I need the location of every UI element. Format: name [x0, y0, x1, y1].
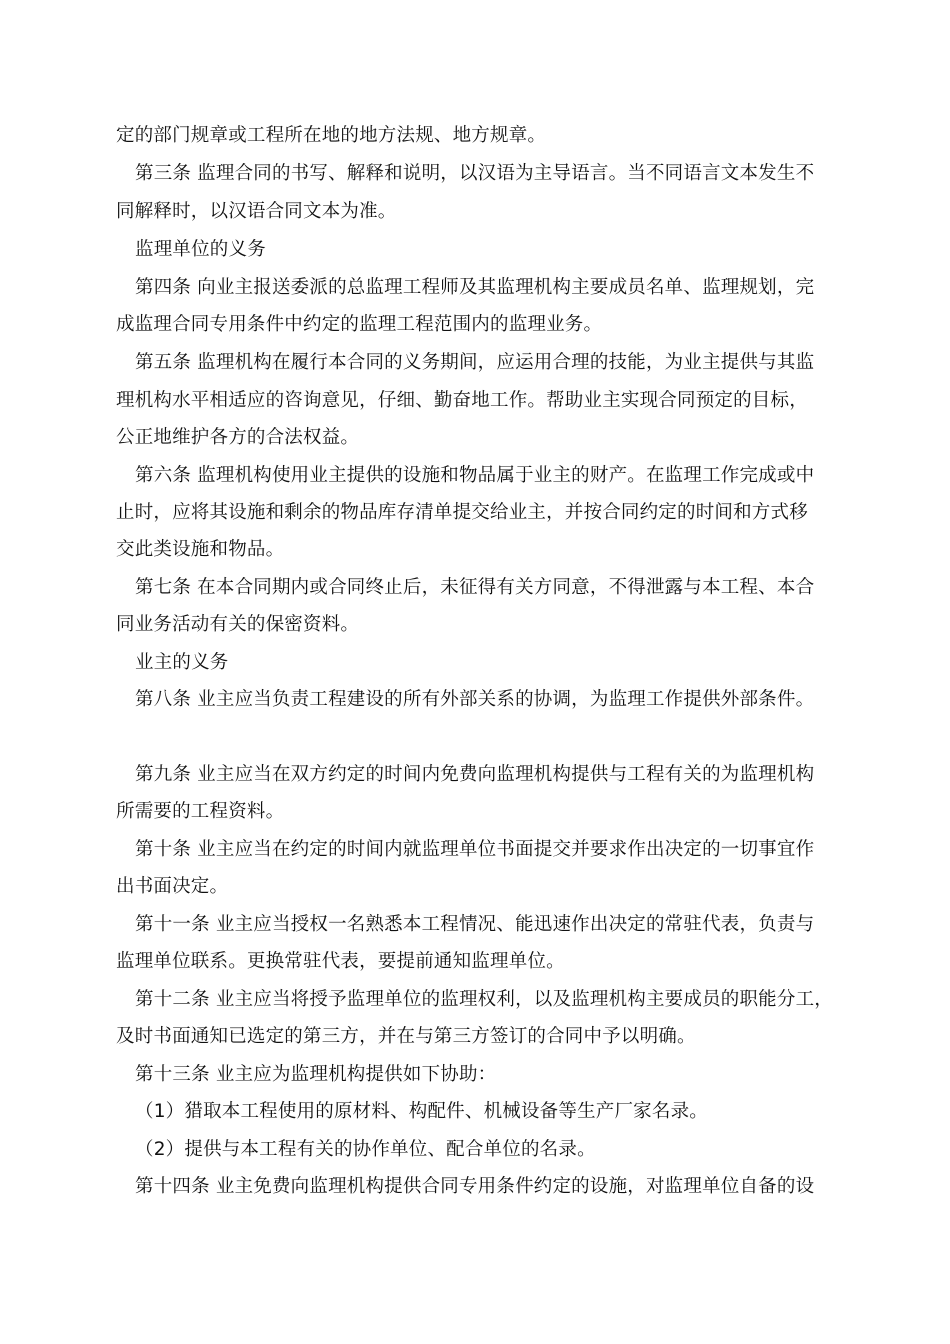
text-line: 出书面决定。	[116, 876, 229, 897]
text-line: 第十一条 业主应当授权一名熟悉本工程情况、能迅速作出决定的常驻代表，负责与	[135, 914, 815, 935]
list-item: （2）提供与本工程有关的协作单位、配合单位的名录。	[135, 1139, 596, 1160]
text-line: 第九条 业主应当在双方约定的时间内免费向监理机构提供与工程有关的为监理机构	[135, 764, 815, 785]
text-line: 第三条 监理合同的书写、解释和说明，以汉语为主导语言。当不同语言文本发生不	[135, 163, 815, 184]
text-line: 及时书面通知已选定的第三方，并在与第三方签订的合同中予以明确。	[116, 1026, 696, 1047]
section-heading: 监理单位的义务	[135, 239, 266, 260]
text-line: 第六条 监理机构使用业主提供的设施和物品属于业主的财产。在监理工作完成或中	[135, 465, 815, 486]
text-line: 同业务活动有关的保密资料。	[116, 614, 360, 635]
text-line: 第十条 业主应当在约定的时间内就监理单位书面提交并要求作出决定的一切事宜作	[135, 839, 815, 860]
text-line: 公正地维护各方的合法权益。	[116, 427, 360, 448]
text-line: 止时，应将其设施和剩余的物品库存清单提交给业主，并按合同约定的时间和方式移	[116, 502, 808, 523]
text-line: 所需要的工程资料。	[116, 801, 285, 822]
text-line: 交此类设施和物品。	[116, 539, 285, 560]
text-line: 成监理合同专用条件中约定的监理工程范围内的监理业务。	[116, 314, 603, 335]
text-line: 第十二条 业主应当将授予监理单位的监理权利，以及监理机构主要成员的职能分工，	[135, 989, 833, 1010]
text-line: 第七条 在本合同期内或合同终止后，未征得有关方同意，不得泄露与本工程、本合	[135, 577, 815, 598]
text-line: 第十四条 业主免费向监理机构提供合同专用条件约定的设施，对监理单位自备的设	[135, 1176, 815, 1197]
section-heading: 业主的义务	[135, 652, 229, 673]
text-line: 同解释时，以汉语合同文本为准。	[116, 201, 397, 222]
list-item: （1）猎取本工程使用的原材料、构配件、机械设备等生产厂家名录。	[135, 1101, 708, 1122]
text-line: 第十三条 业主应为监理机构提供如下协助：	[135, 1064, 497, 1085]
text-line: 监理单位联系。更换常驻代表，要提前通知监理单位。	[116, 951, 565, 972]
text-line: 第八条 业主应当负责工程建设的所有外部关系的协调，为监理工作提供外部条件。	[135, 689, 815, 710]
text-line: 定的部门规章或工程所在地的地方法规、地方规章。	[116, 125, 547, 146]
text-line: 理机构水平相适应的咨询意见，仔细、勤奋地工作。帮助业主实现合同预定的目标，	[116, 390, 808, 411]
text-line: 第四条 向业主报送委派的总监理工程师及其监理机构主要成员名单、监理规划，完	[135, 277, 815, 298]
text-line: 第五条 监理机构在履行本合同的义务期间，应运用合理的技能，为业主提供与其监	[135, 352, 815, 373]
